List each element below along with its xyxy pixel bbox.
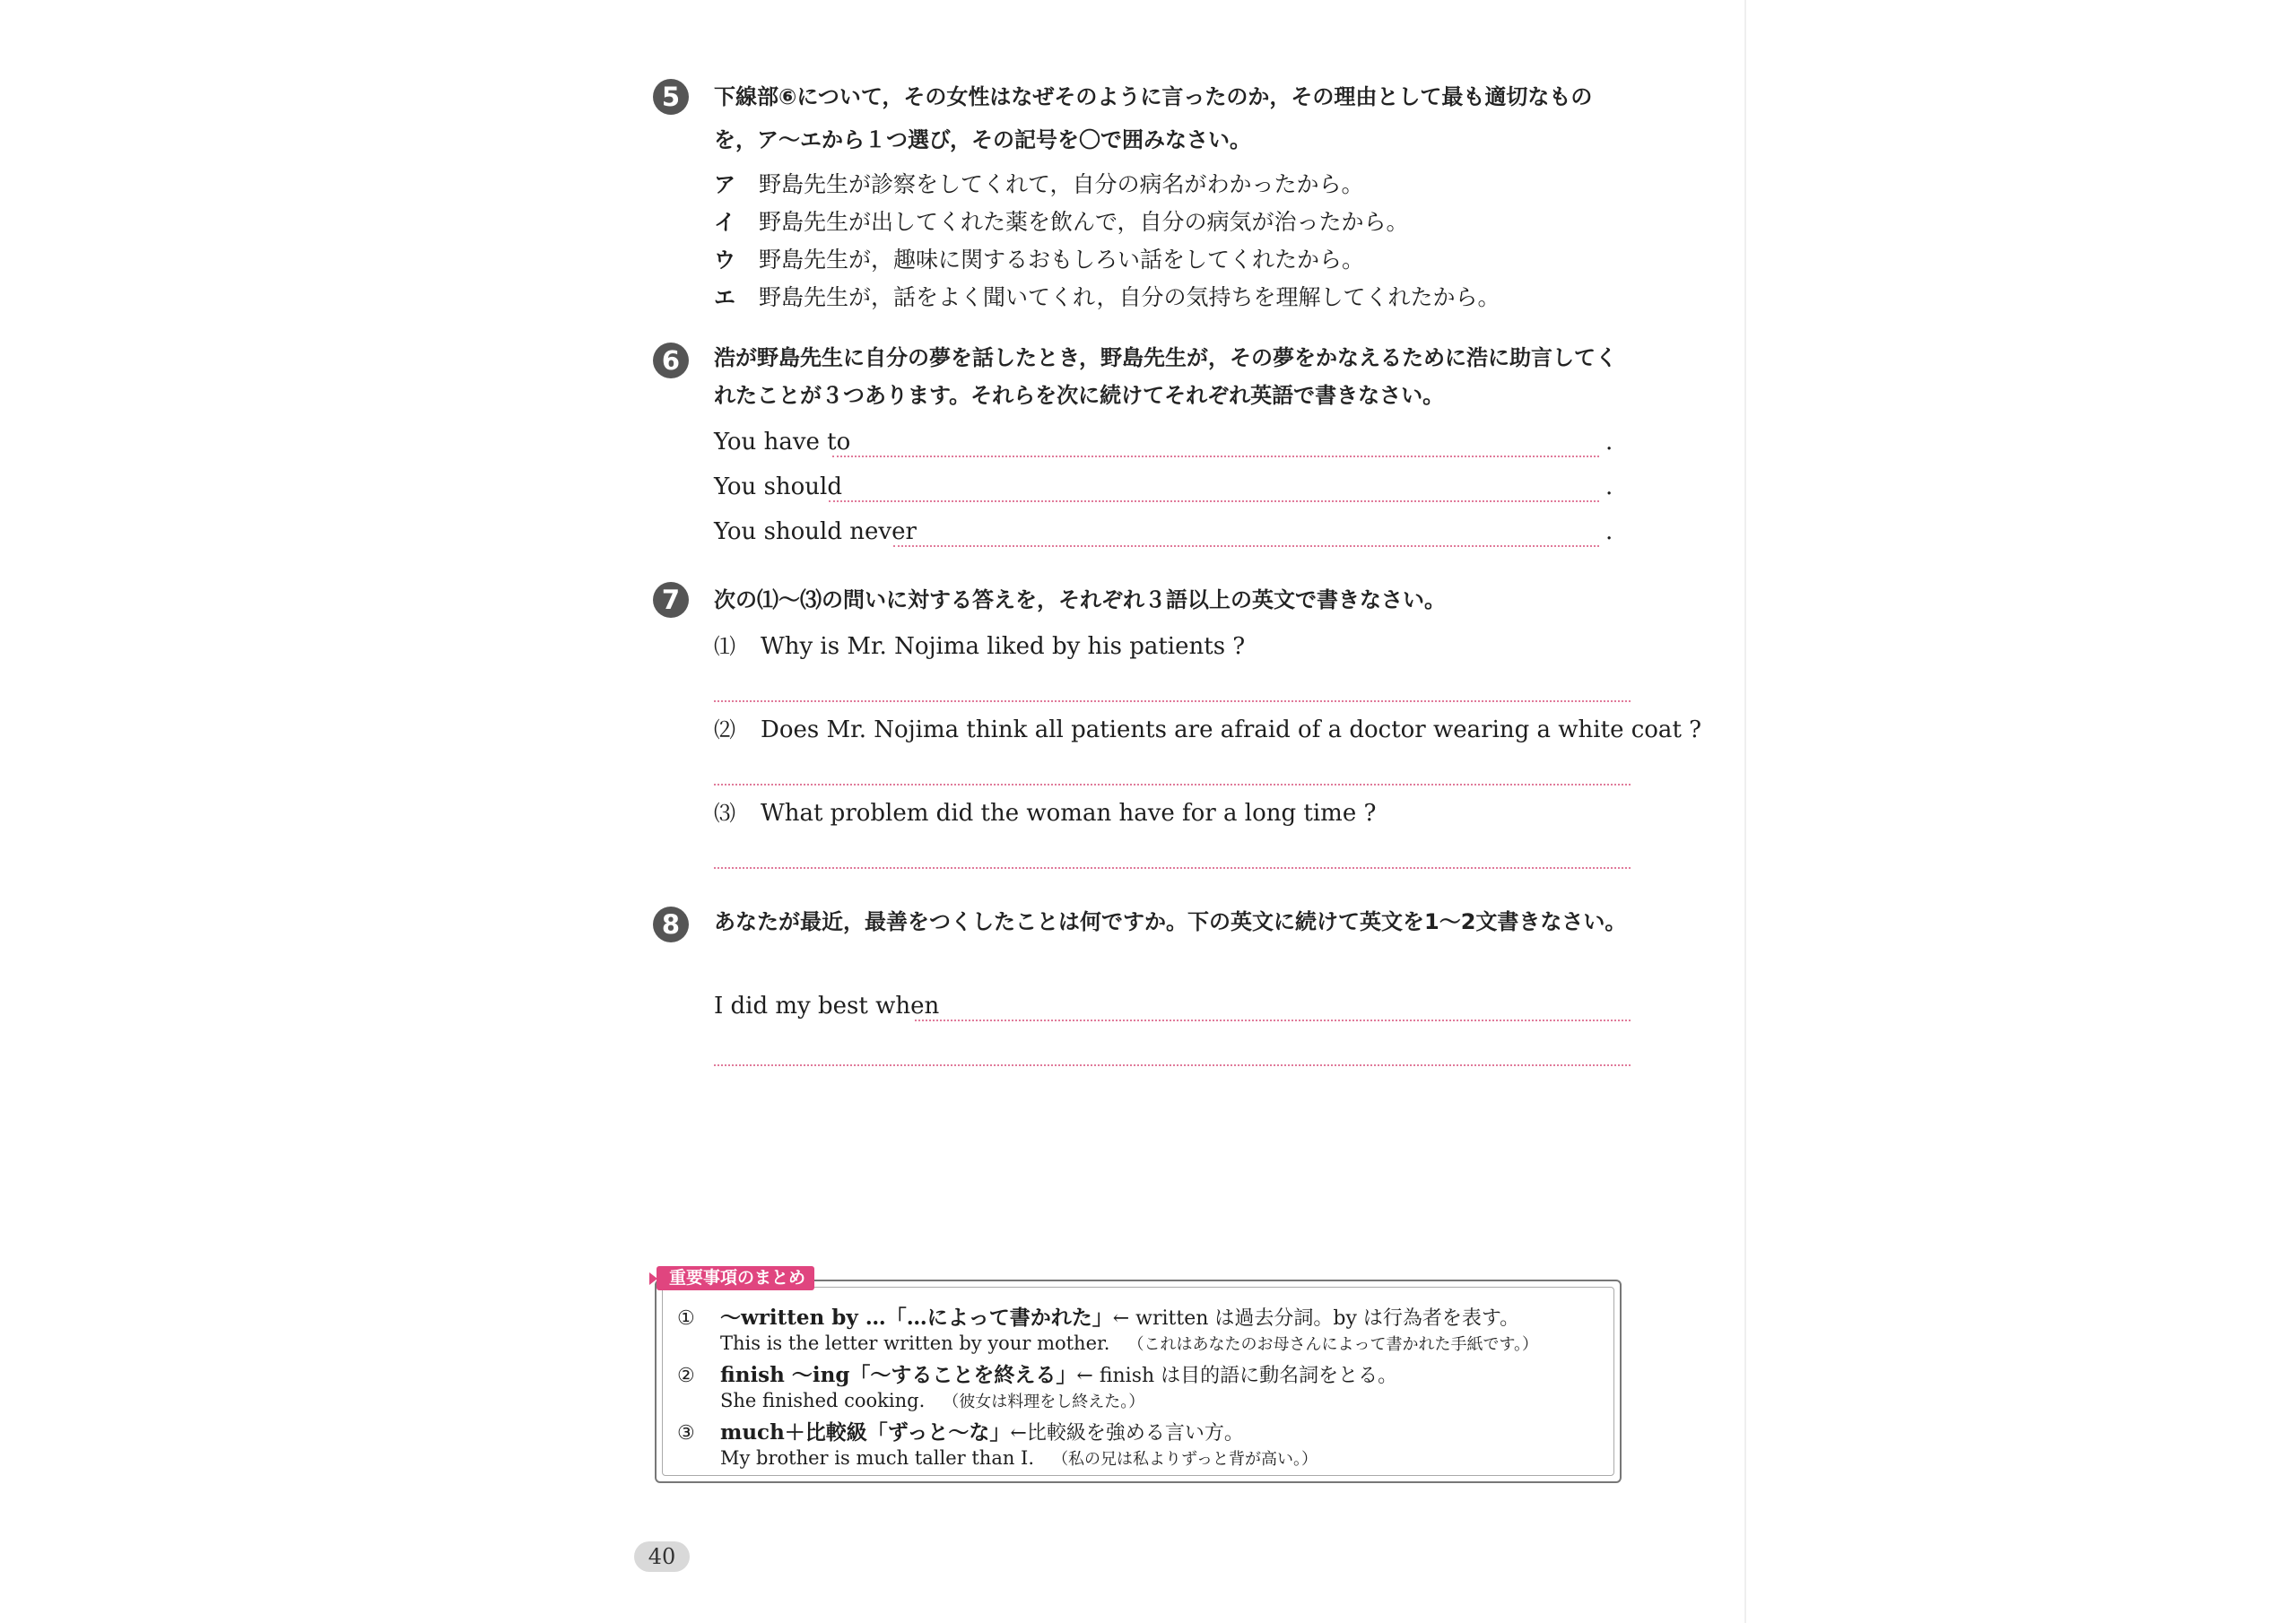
- rule-note: ← written は過去分詞。by は行為者を表す。: [1112, 1307, 1520, 1330]
- choice-key: ア: [714, 172, 735, 197]
- example-sentence: She finished cooking.: [720, 1390, 926, 1411]
- choice-text: 野島先生が，話をよく聞いてくれ，自分の気持ちを理解してくれたから。: [759, 284, 1500, 310]
- question-6-text: 浩が野島先生に自分の夢を話したとき，野島先生が，その夢をかなえるために浩に助言してくれたことが３つあります。それらを次に続けてそれぞれ英語で書きなさい。: [714, 345, 1618, 408]
- answer-period-2: .: [1605, 473, 1613, 500]
- choice-key: イ: [714, 210, 735, 235]
- rule-note: ←比較級を強める言い方。: [1010, 1422, 1244, 1445]
- question-5-text: 下線部⑥について，その女性はなぜそのように言ったのか，その理由として最も適切なものを，ア〜エから１つ選び，その記号を〇で囲みなさい。: [714, 84, 1593, 152]
- answer-line-7-2[interactable]: [714, 784, 1631, 785]
- rule-note: ← finish は目的語に動名詞をとる。: [1076, 1365, 1398, 1387]
- choice-text: 野島先生が，趣味に関するおもしろい話をしてくれたから。: [759, 247, 1365, 273]
- question-8: [653, 907, 1631, 1086]
- summary-rule-1: [677, 1301, 1519, 1331]
- answer-prompt-2: You should: [714, 473, 843, 500]
- summary-example-3: [720, 1446, 1318, 1470]
- answer-prompt-3: You should never: [714, 518, 917, 545]
- summary-example-2: [720, 1389, 1144, 1412]
- question-7-text: 次の⑴〜⑶の問いに対する答えを，それぞれ３語以上の英文で書きなさい。: [714, 587, 1446, 612]
- answer-line-7-3[interactable]: [714, 867, 1631, 869]
- choice-text: 野島先生が出してくれた薬を飲んで，自分の病気が治ったから。: [759, 209, 1409, 235]
- sub-question-key: ⑴: [714, 634, 735, 659]
- answer-line-7-1[interactable]: [714, 700, 1631, 702]
- rule-number: ③: [677, 1422, 695, 1445]
- choice-key: エ: [714, 285, 735, 310]
- rule-heading: 〜written by …「…によって書かれた」: [720, 1306, 1113, 1330]
- example-sentence: My brother is much taller than I.: [720, 1447, 1035, 1469]
- answer-prompt-1: You have to: [714, 429, 851, 456]
- choice-text: 野島先生が診察をしてくれて，自分の病名がわかったから。: [759, 171, 1364, 197]
- rule-heading: much＋比較級「ずっと〜な」: [720, 1420, 1011, 1445]
- rule-heading: finish 〜ing「〜することを終える」: [720, 1363, 1077, 1387]
- summary-example-1: [720, 1332, 1538, 1355]
- sub-question-text: Does Mr. Nojima think all patients are afraid of a doctor wearing a white coat ?: [761, 716, 1702, 743]
- answer-prompt-8: I did my best when: [714, 993, 940, 1020]
- sub-question-key: ⑶: [714, 801, 735, 826]
- question-number-5: 5: [653, 79, 689, 115]
- question-8-text: あなたが最近，最善をつくしたことは何ですか。下の英文に続けて英文を1〜2文書きなさい。: [714, 909, 1627, 934]
- choice-i[interactable]: [714, 204, 1409, 237]
- question-7: [653, 582, 1702, 878]
- choice-e[interactable]: [714, 280, 1500, 312]
- summary-rule-3: [677, 1416, 1244, 1445]
- choice-key: ウ: [714, 247, 735, 273]
- sub-question-key: ⑵: [714, 717, 735, 742]
- answer-line-1[interactable]: [832, 456, 1599, 457]
- sub-question-text: Why is Mr. Nojima liked by his patients ?: [761, 633, 1246, 660]
- example-translation: （これはあなたのお母さんによって書かれた手紙です。）: [1127, 1335, 1539, 1354]
- answer-line-2[interactable]: [829, 500, 1599, 502]
- sub-question-2: [714, 712, 1701, 743]
- answer-line-8-1[interactable]: [915, 1020, 1631, 1021]
- page-gutter-line: [1744, 0, 1746, 1623]
- choice-a[interactable]: [714, 167, 1364, 199]
- question-5: [653, 79, 1631, 312]
- example-translation: （私の兄は私よりずっと背が高い。）: [1052, 1450, 1318, 1469]
- rule-number: ①: [677, 1307, 695, 1330]
- answer-line-8-2[interactable]: [714, 1064, 1631, 1066]
- summary-rule-2: [677, 1358, 1397, 1388]
- sub-question-text: What problem did the woman have for a long time ?: [761, 800, 1377, 827]
- answer-period-1: .: [1605, 429, 1613, 456]
- page-number: 40: [634, 1541, 690, 1572]
- answer-period-3: .: [1605, 518, 1613, 545]
- question-number-7: 7: [653, 582, 689, 618]
- question-number-8: 8: [653, 907, 689, 942]
- sub-question-1: [714, 629, 1245, 660]
- rule-number: ②: [677, 1365, 695, 1387]
- question-6: [653, 343, 1631, 558]
- example-sentence: This is the letter written by your mother.: [720, 1332, 1110, 1354]
- example-translation: （彼女は料理をし終えた。）: [943, 1393, 1145, 1411]
- sub-question-3: [714, 795, 1376, 827]
- choice-u[interactable]: [714, 242, 1364, 274]
- answer-line-3[interactable]: [893, 545, 1599, 547]
- summary-title: 重要事項のまとめ: [657, 1266, 814, 1290]
- question-number-6: 6: [653, 343, 689, 378]
